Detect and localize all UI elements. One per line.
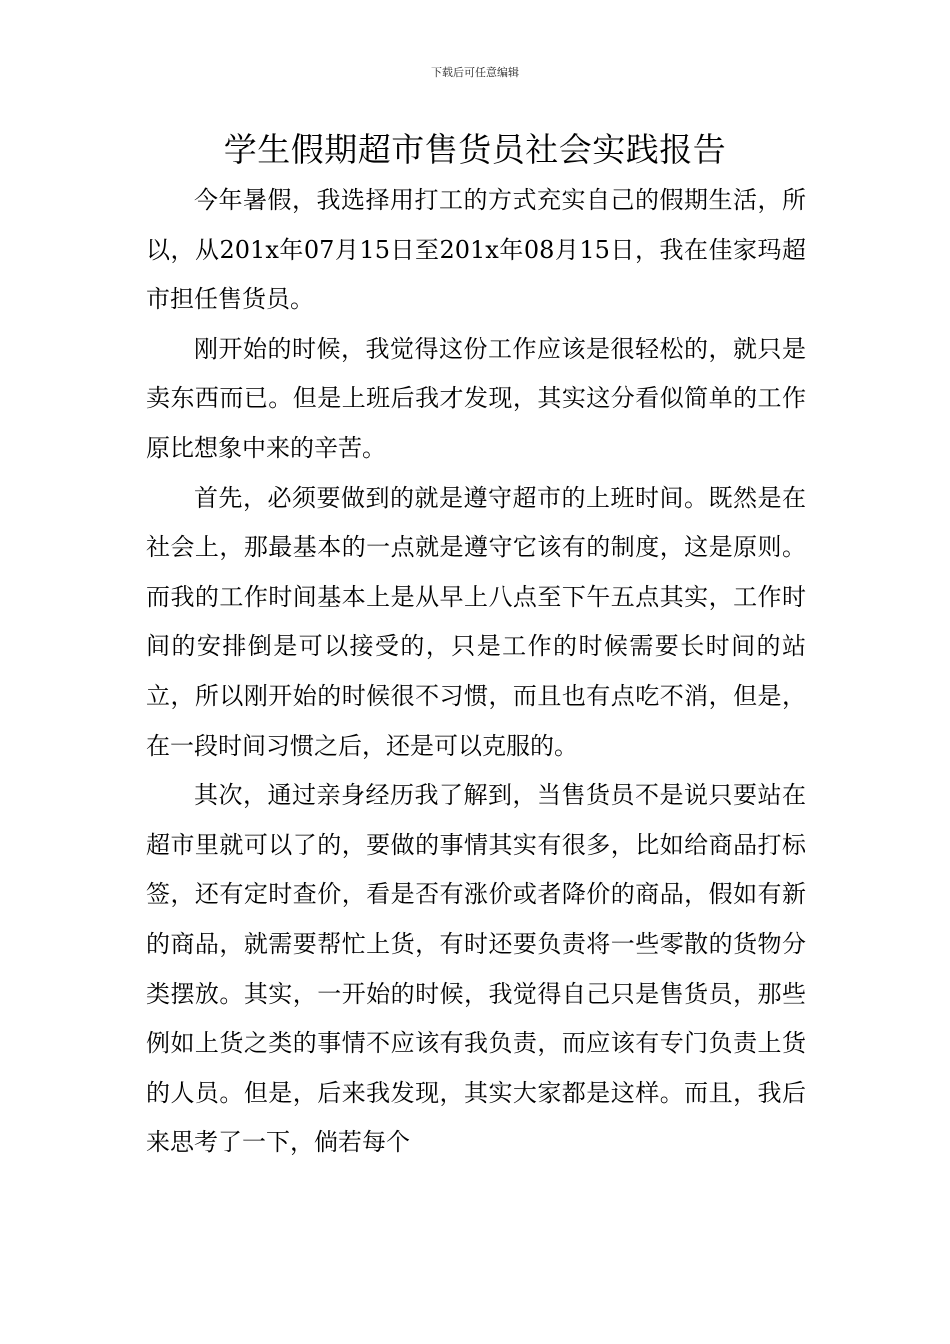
paragraph-1: 今年暑假，我选择用打工的方式充实自己的假期生活，所以，从201x年07月15日至201x年08月15日，我在佳家玛超市担任售货员。 <box>146 186 806 314</box>
document-title: 学生假期超市售货员社会实践报告 <box>223 130 727 169</box>
document-body <box>146 176 806 1168</box>
paragraph-2: 刚开始的时候，我觉得这份工作应该是很轻松的，就只是卖东西而已。但是上班后我才发现，其实这分看似简单的工作原比想象中来的辛苦。 <box>146 334 806 462</box>
paragraph-3: 首先，必须要做到的就是遵守超市的上班时间。既然是在社会上，那最基本的一点就是遵守它该有的制度，这是原则。而我的工作时间基本上是从早上八点至下午五点其实，工作时间的安排倒是可以接受的，只是工作的时候需要长时间的站立，所以刚开始的时候很不习惯，而且也有点吃不消，但是，在一段时间习惯之后，还是可以克服的。 <box>146 483 806 760</box>
paragraph-4: 其次，通过亲身经历我了解到，当售货员不是说只要站在超市里就可以了的，要做的事情其实有很多，比如给商品打标签，还有定时查价，看是否有涨价或者降价的商品，假如有新的商品，就需要帮忙上货，有时还要负责将一些零散的货物分类摆放。其实，一开始的时候，我觉得自己只是售货员，那些例如上货之类的事情不应该有我负责，而应该有专门负责上货的人员。但是，后来我发现，其实大家都是这样。而且，我后来思考了一下，倘若每个 <box>146 781 806 1157</box>
header-note: 下载后可任意编辑 <box>431 66 519 79</box>
